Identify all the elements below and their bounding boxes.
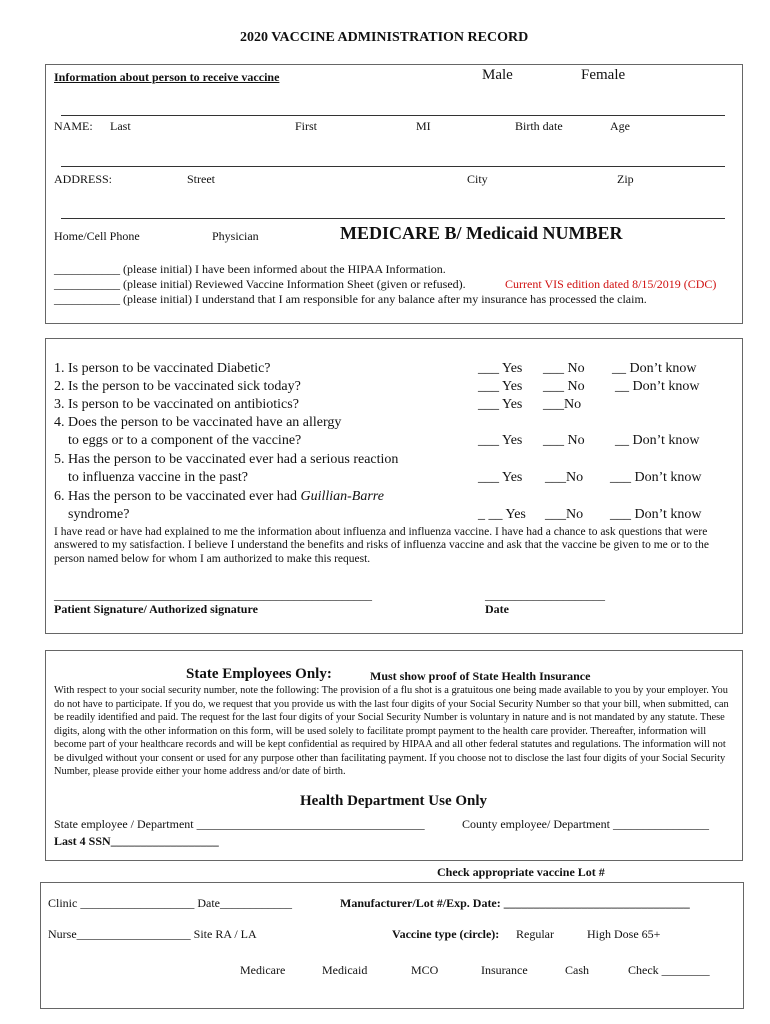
street-label: Street	[187, 172, 215, 186]
q4-dont-know[interactable]: __ Don’t know	[615, 433, 700, 448]
question-2: 2. Is the person to be vaccinated sick today?	[54, 379, 301, 394]
mi-label: MI	[416, 119, 431, 133]
last-4-ssn-field[interactable]	[54, 834, 219, 849]
q4-yes[interactable]: ___ Yes	[478, 433, 523, 448]
question-3: 3. Is person to be vaccinated on antibiotics?	[54, 397, 299, 412]
female-option[interactable]: Female	[581, 67, 626, 83]
question-6-text: 6. Has the person to be vaccinated ever had	[54, 489, 297, 504]
vaccine-type-label: Vaccine type (circle):	[392, 927, 500, 941]
question-6	[54, 489, 384, 505]
nurse-site-field[interactable]: Nurse___________________ Site RA / LA	[48, 927, 257, 941]
proof-of-insurance-note: Must show proof of State Health Insurance	[370, 669, 591, 683]
name-input-line[interactable]	[61, 115, 725, 116]
physician-label: Physician	[212, 229, 259, 243]
manufacturer-lot-field[interactable]: Manufacturer/Lot #/Exp. Date: _______________________________	[340, 896, 690, 910]
q1-no[interactable]: ___ No	[543, 361, 585, 376]
clinic-date-field[interactable]: Clinic ___________________ Date____________	[48, 896, 292, 910]
page-title: 2020 VACCINE ADMINISTRATION RECORD	[240, 30, 529, 45]
address-label: ADDRESS:	[54, 172, 113, 186]
vaccine-type-regular[interactable]: Regular	[516, 927, 554, 941]
question-5: 5. Has the person to be vaccinated ever had a serious reaction	[54, 452, 399, 467]
phone-input-line[interactable]	[61, 218, 725, 219]
date-line[interactable]: ____________________	[485, 588, 605, 602]
info-heading: Information about person to receive vaccine	[54, 70, 280, 84]
q3-no[interactable]: ___No	[543, 397, 582, 412]
q5-yes[interactable]: ___ Yes	[478, 470, 523, 485]
q6-no[interactable]: ___No	[545, 507, 584, 522]
vis-initial[interactable]: ___________ (please initial) Reviewed Vaccine Information Sheet (given or refused).	[54, 277, 466, 291]
medicare-number-label: MEDICARE B/ Medicaid NUMBER	[340, 223, 623, 243]
hipaa-initial[interactable]: ___________ (please initial) I have been informed about the HIPAA Information.	[54, 262, 446, 276]
q2-dont-know[interactable]: __ Don’t know	[615, 379, 700, 394]
question-5-cont: to influenza vaccine in the past?	[68, 470, 248, 485]
q3-yes[interactable]: ___ Yes	[478, 397, 523, 412]
city-label: City	[467, 172, 488, 186]
q1-dont-know[interactable]: __ Don’t know	[612, 361, 697, 376]
phone-label: Home/Cell Phone	[54, 229, 140, 243]
birth-date-label: Birth date	[515, 119, 563, 133]
q6-yes[interactable]: _ __ Yes	[478, 507, 526, 522]
address-input-line[interactable]	[61, 166, 725, 167]
vaccine-type-high-dose[interactable]: High Dose 65+	[587, 927, 661, 941]
age-label: Age	[610, 119, 630, 133]
payment-cash[interactable]: Cash	[565, 963, 589, 977]
question-1: 1. Is person to be vaccinated Diabetic?	[54, 361, 271, 376]
payment-mco[interactable]: MCO	[411, 963, 439, 977]
q1-yes[interactable]: ___ Yes	[478, 361, 523, 376]
signature-label: Patient Signature/ Authorized signature	[54, 602, 258, 616]
q2-no[interactable]: ___ No	[543, 379, 585, 394]
county-employee-department[interactable]: County employee/ Department ________________	[462, 817, 709, 831]
zip-label: Zip	[617, 172, 634, 186]
check-lot-heading: Check appropriate vaccine Lot #	[437, 865, 605, 879]
state-employees-heading: State Employees Only:	[186, 666, 332, 682]
q2-yes[interactable]: ___ Yes	[478, 379, 523, 394]
health-dept-use-heading: Health Department Use Only	[300, 793, 488, 809]
payment-medicaid[interactable]: Medicaid	[322, 963, 368, 977]
date-label: Date	[485, 602, 509, 616]
q6-dont-know[interactable]: ___ Don’t know	[610, 507, 702, 522]
first-name-label: First	[295, 119, 318, 133]
q4-no[interactable]: ___ No	[543, 433, 585, 448]
question-4-cont: to eggs or to a component of the vaccine?	[68, 433, 302, 448]
signature-line[interactable]: _____________________________________________________	[54, 588, 372, 602]
name-label: NAME:	[54, 119, 93, 133]
payment-insurance[interactable]: Insurance	[481, 963, 528, 977]
question-4: 4. Does the person to be vaccinated have an allergy	[54, 415, 342, 430]
state-employee-department[interactable]: State employee / Department ______________________________________	[54, 817, 425, 831]
vis-edition-note: Current VIS edition dated 8/15/2019 (CDC)	[505, 277, 717, 291]
last-4-ssn-label: Last 4 SSN	[54, 834, 111, 848]
q5-no[interactable]: ___No	[545, 470, 584, 485]
payment-check[interactable]: Check ________	[628, 963, 710, 977]
guillain-barre-term: Guillian-Barre	[300, 489, 384, 504]
male-option[interactable]: Male	[482, 67, 513, 83]
ssn-disclosure-paragraph: With respect to your social security number, note the following: The provision of a flu shot is a gratuitous one being made available to you by your employer. You do not have to participate. If you do, we request that you provide us with the last four digits of your Social Security Number so that your bill, when submitted, can be readily identified and paid. The request for the last four digits of your Social Security Number is voluntary in nature and is not mandated by any statute. These digits, along with the other information on this form, will be used solely to facilitate prompt payment to the health care provider. Thereafter, information will become part of your healthcare records and will be kept confidential as required by HIPAA and all other federal statutes and regulations. The information will not be divulged without your consent or used for any purpose other than facilitating payment. If you choose not to disclose the last four digits of your Social Security Number, please provide either your home address and/or date of birth.	[54, 685, 729, 777]
question-6-cont: syndrome?	[68, 507, 130, 522]
consent-statement: I have read or have had explained to me the information about influenza and influenza vaccine. I have had a chance to ask questions that were answered to my satisfaction. I believe I understand the benefits and risks of influenza vaccine and ask that the vaccine be given to me or to the person named below for whom I am authorized to make this request.	[54, 526, 709, 565]
balance-initial[interactable]: ___________ (please initial) I understand that I am responsible for any balance after my insurance has processed the claim.	[54, 292, 647, 306]
last-name-label: Last	[110, 119, 131, 133]
last-4-ssn-line: __________________	[110, 834, 219, 848]
q5-dont-know[interactable]: ___ Don’t know	[610, 470, 702, 485]
payment-medicare[interactable]: Medicare	[240, 963, 286, 977]
